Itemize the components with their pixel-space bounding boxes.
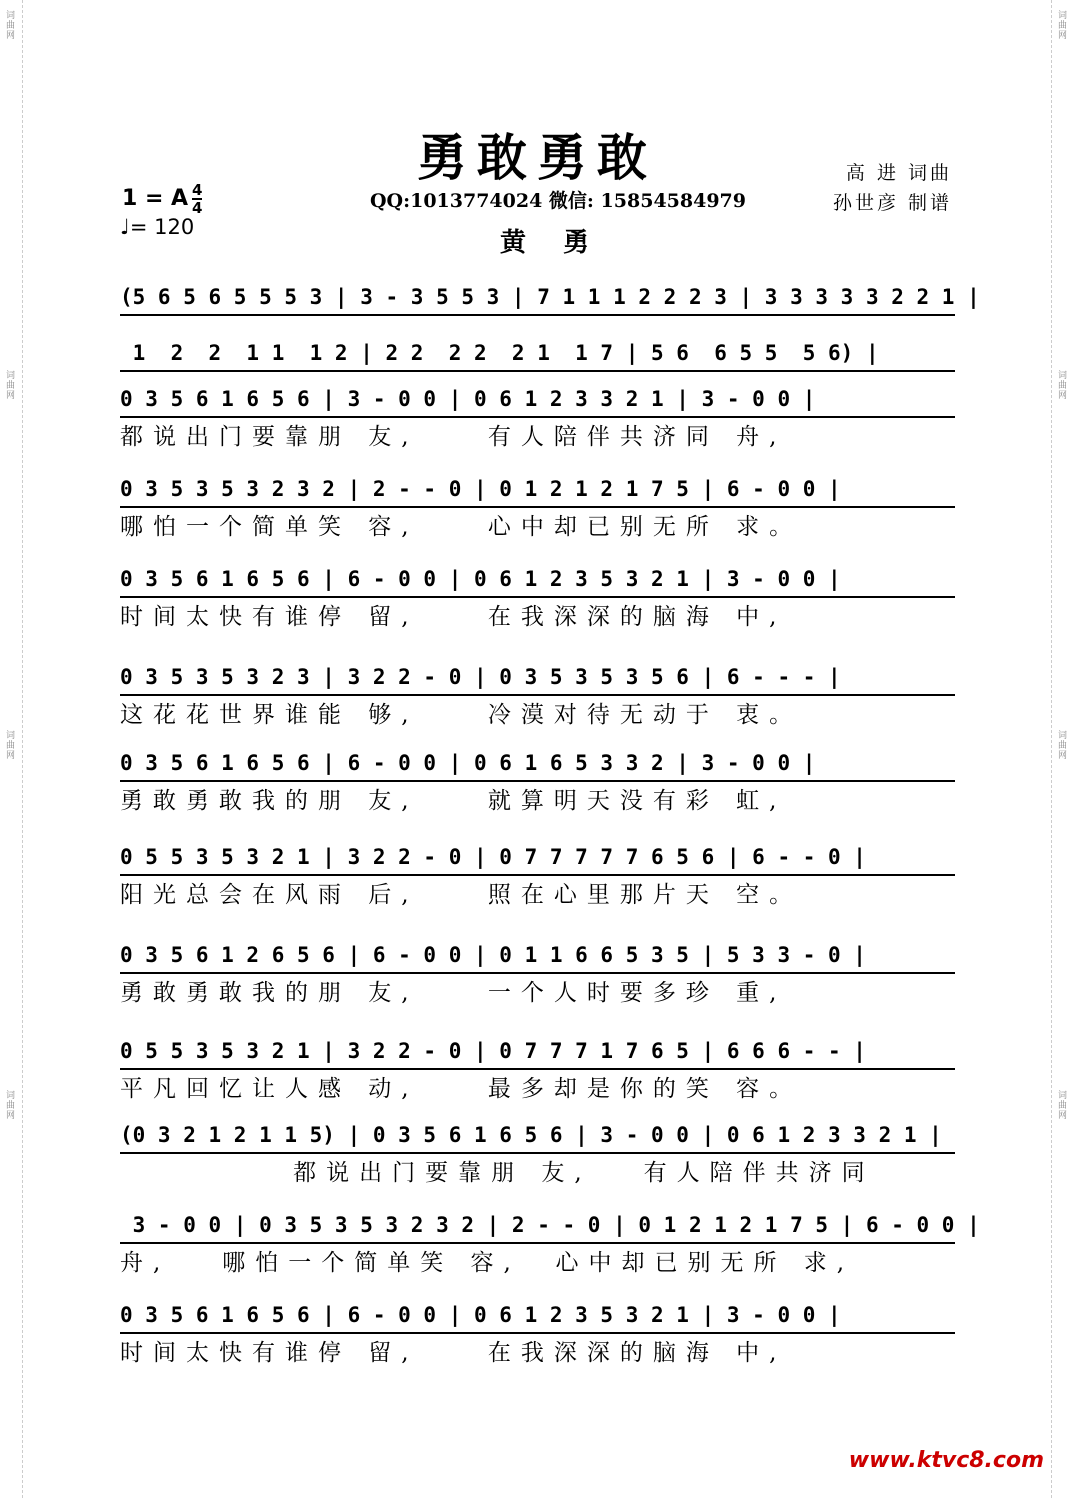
margin-text: 词曲网 — [1056, 1090, 1066, 1120]
notation-row: 0 5 5 3 5 3 2 1 | 3 2 2 - 0 | 0 7 7 7 1 7 6 5 | 6 6 6 - - | — [120, 1036, 955, 1070]
lyric-row: 勇敢勇敢我的朋 友, 一个人时要多珍 重, — [120, 980, 787, 1006]
score-line — [120, 338, 955, 372]
score-line — [120, 842, 955, 912]
notation-row: 0 3 5 6 1 6 5 6 | 6 - 0 0 | 0 6 1 6 5 3 3 2 | 3 - 0 0 | — [120, 748, 955, 782]
notation-row: (0 3 2 1 2 1 1 5) | 0 3 5 6 1 6 5 6 | 3 - 0 0 | 0 6 1 2 3 3 2 1 | — [120, 1120, 955, 1154]
margin-text: 词曲网 — [1056, 370, 1066, 400]
notation-row: 0 5 5 3 5 3 2 1 | 3 2 2 - 0 | 0 7 7 7 7 7 6 5 6 | 6 - - 0 | — [120, 842, 955, 876]
score-line — [120, 1120, 955, 1190]
time-signature — [192, 182, 202, 216]
score-line — [120, 564, 955, 634]
right-margin-strip — [1051, 0, 1074, 1498]
notation-row: 0 3 5 6 1 6 5 6 | 6 - 0 0 | 0 6 1 2 3 5 3 2 1 | 3 - 0 0 | — [120, 1300, 955, 1334]
score-line — [120, 282, 980, 316]
notation-row: 0 3 5 3 5 3 2 3 | 3 2 2 - 0 | 0 3 5 3 5 3 5 6 | 6 - - - | — [120, 662, 955, 696]
singer-name: 黄 勇 — [500, 228, 604, 258]
score-line — [120, 662, 955, 732]
lyric-row: 哪怕一个简单笑 容, 心中却已别无所 求。 — [120, 514, 803, 540]
notation-row: 0 3 5 6 1 2 6 5 6 | 6 - 0 0 | 0 1 1 6 6 5 3 5 | 5 3 3 - 0 | — [120, 940, 955, 974]
lyric-row: 时间太快有谁停 留, 在我深深的脑海 中, — [120, 1340, 787, 1366]
notation-row: 0 3 5 6 1 6 5 6 | 3 - 0 0 | 0 6 1 2 3 3 2 1 | 3 - 0 0 | — [120, 384, 955, 418]
score-line — [120, 1036, 955, 1106]
contact-info: QQ:1013774024 微信: 15854584979 — [370, 190, 746, 212]
site-watermark: www.ktvc8.com — [848, 1448, 1044, 1473]
notation-row: (5 6 5 6 5 5 5 3 | 3 - 3 5 5 3 | 7 1 1 1 2 2 2 3 | 3 3 3 3 3 2 2 1 | — [120, 282, 955, 316]
margin-text: 词曲网 — [1056, 10, 1066, 40]
lyric-row: 都说出门要靠朋 友, 有人陪伴共济同 — [120, 1160, 875, 1186]
lyric-row: 平凡回忆让人感 动, 最多却是你的笑 容。 — [120, 1076, 803, 1102]
score-line — [120, 384, 955, 454]
lyric-row: 都说出门要靠朋 友, 有人陪伴共济同 舟, — [120, 424, 787, 450]
lyric-row: 舟, 哪怕一个简单笑 容, 心中却已别无所 求, — [120, 1250, 855, 1276]
margin-text: 词曲网 — [4, 10, 14, 40]
margin-text: 词曲网 — [4, 370, 14, 400]
song-title: 勇敢勇敢 — [417, 128, 657, 187]
score-line — [120, 1300, 955, 1370]
margin-text: 词曲网 — [4, 730, 14, 760]
score-line — [120, 748, 955, 818]
score-line — [120, 474, 955, 544]
score-line — [120, 940, 955, 1010]
margin-text: 词曲网 — [4, 1090, 14, 1120]
lyric-row: 这花花世界谁能 够, 冷漠对待无动于 衷。 — [120, 702, 803, 728]
lyricist-credit: 高 进 词曲 — [845, 162, 952, 184]
lyric-row: 阳光总会在风雨 后, 照在心里那片天 空。 — [120, 882, 803, 908]
score-line — [120, 1210, 980, 1280]
time-signature-bottom: 4 — [192, 199, 203, 217]
tempo-marking: ♩= 120 — [120, 215, 195, 239]
notation-row: 3 - 0 0 | 0 3 5 3 5 3 2 3 2 | 2 - - 0 | 0 1 2 1 2 1 7 5 | 6 - 0 0 | — [120, 1210, 955, 1244]
left-margin-strip — [0, 0, 23, 1498]
lyric-row: 时间太快有谁停 留, 在我深深的脑海 中, — [120, 604, 787, 630]
notation-credit: 孙世彦 制谱 — [832, 192, 952, 214]
notation-row: 1 2 2 1 1 1 2 | 2 2 2 2 2 1 1 7 | 5 6 6 5 5 5 6) | — [120, 338, 955, 372]
lyric-row: 勇敢勇敢我的朋 友, 就算明天没有彩 虹, — [120, 788, 787, 814]
time-signature-top: 4 — [192, 181, 203, 199]
key-signature: 1 = A — [122, 186, 189, 211]
notation-row: 0 3 5 6 1 6 5 6 | 6 - 0 0 | 0 6 1 2 3 5 3 2 1 | 3 - 0 0 | — [120, 564, 955, 598]
margin-text: 词曲网 — [1056, 730, 1066, 760]
notation-row: 0 3 5 3 5 3 2 3 2 | 2 - - 0 | 0 1 2 1 2 1 7 5 | 6 - 0 0 | — [120, 474, 955, 508]
